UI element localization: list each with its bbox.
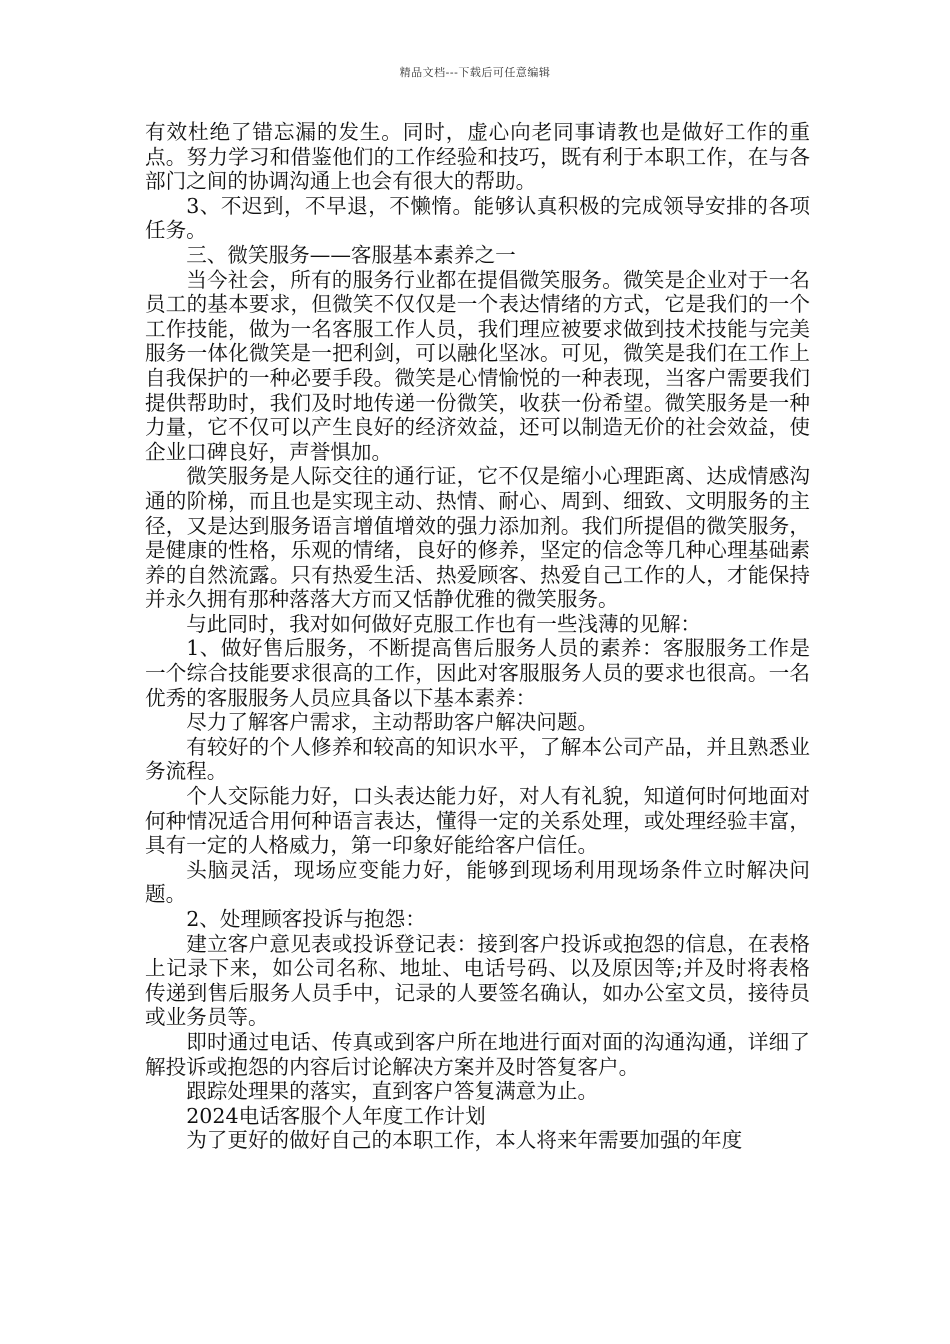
paragraph: 当今社会，所有的服务行业都在提倡微笑服务。微笑是企业对于一名员工的基本要求，但微笑不仅仅是一个表达情绪的方式，它是我们的一个工作技能，做为一名客服工作人员，我们理应被要求做到技术技能与完美服务一体化微笑是一把利剑，可以融化坚冰。可见，微笑是我们在工作上自我保护的一种必要手段。微笑是心情愉悦的一种表现，当客户需要我们提供帮助时，我们及时地传递一份微笑，收获一份希望。微笑服务是一种力量，它不仅可以产生良好的经济效益，还可以制造无价的社会效益，使企业口碑良好，声誉惧加。 — [145, 267, 810, 464]
paragraph: 有较好的个人修养和较高的知识水平，了解本公司产品，并且熟悉业务流程。 — [145, 734, 810, 784]
paragraph: 与此同时，我对如何做好克服工作也有一些浅薄的见解： — [186, 611, 702, 636]
paragraph: 头脑灵活，现场应变能力好，能够到现场利用现场条件立时解决问题。 — [145, 857, 810, 907]
paragraph: 1、做好售后服务，不断提高售后服务人员的素养：客服服务工作是一个综合技能要求很高的工作，因此对客服服务人员的要求也很高。一名优秀的客服服务人员应具备以下基本素养： — [145, 636, 810, 710]
paragraph: 建立客户意见表或投诉登记表：接到客户投诉或抱怨的信息，在表格上记录下来，如公司名称、地址、电话号码、以及原因等;并及时将表格传递到售后服务人员手中，记录的人要签名确认，如办公室文员，接待员或业务员等。 — [145, 931, 810, 1030]
paragraph: 有效杜绝了错忘漏的发生。同时，虚心向老同事请教也是做好工作的重点。努力学习和借鉴他们的工作经验和技巧，既有利于本职工作，在与各部门之间的协调沟通上也会有很大的帮助。 — [145, 120, 810, 194]
paragraph: 即时通过电话、传真或到客户所在地进行面对面的沟通沟通，详细了解投诉或抱怨的内容后讨论解决方案并及时答复客户。 — [145, 1029, 810, 1079]
paragraph: 为了更好的做好自己的本职工作，本人将来年需要加强的年度 — [186, 1128, 743, 1153]
paragraph: 个人交际能力好，口头表达能力好，对人有礼貌，知道何时何地面对何种情况适合用何种语言表达，懂得一定的关系处理，或处理经验丰富，具有一定的人格威力，第一印象好能给客户信任。 — [145, 784, 810, 858]
section-heading: 三、微笑服务——客服基本素养之一 — [186, 242, 516, 267]
paragraph: 跟踪处理果的落实，直到客户答复满意为止。 — [186, 1079, 599, 1104]
paragraph: 微笑服务是人际交往的通行证，它不仅是缩小心理距离、达成情感沟通的阶梯，而且也是实现主动、热情、耐心、周到、细致、文明服务的主径，又是达到服务语言增值增效的强力添加剂。我们所提倡的微笑服务，是健康的性格，乐观的情绪，良好的修养，坚定的信念等几种心理基础素养的自然流露。只有热爱生活、热爱顾客、热爱自己工作的人，才能保持并永久拥有那种落落大方而又恬静优雅的微笑服务。 — [145, 464, 810, 612]
document-body — [145, 120, 810, 1153]
paragraph: 尽力了解客户需求，主动帮助客户解决问题。 — [186, 710, 599, 735]
section-title: 2024电话客服个人年度工作计划 — [186, 1103, 486, 1128]
paragraph: 3、不迟到，不早退，不懒惰。能够认真积极的完成领导安排的各项任务。 — [145, 193, 810, 243]
paragraph: 2、处理顾客投诉与抱怨： — [186, 907, 426, 931]
page-header: 精品文档---下载后可任意编辑 — [399, 66, 551, 79]
